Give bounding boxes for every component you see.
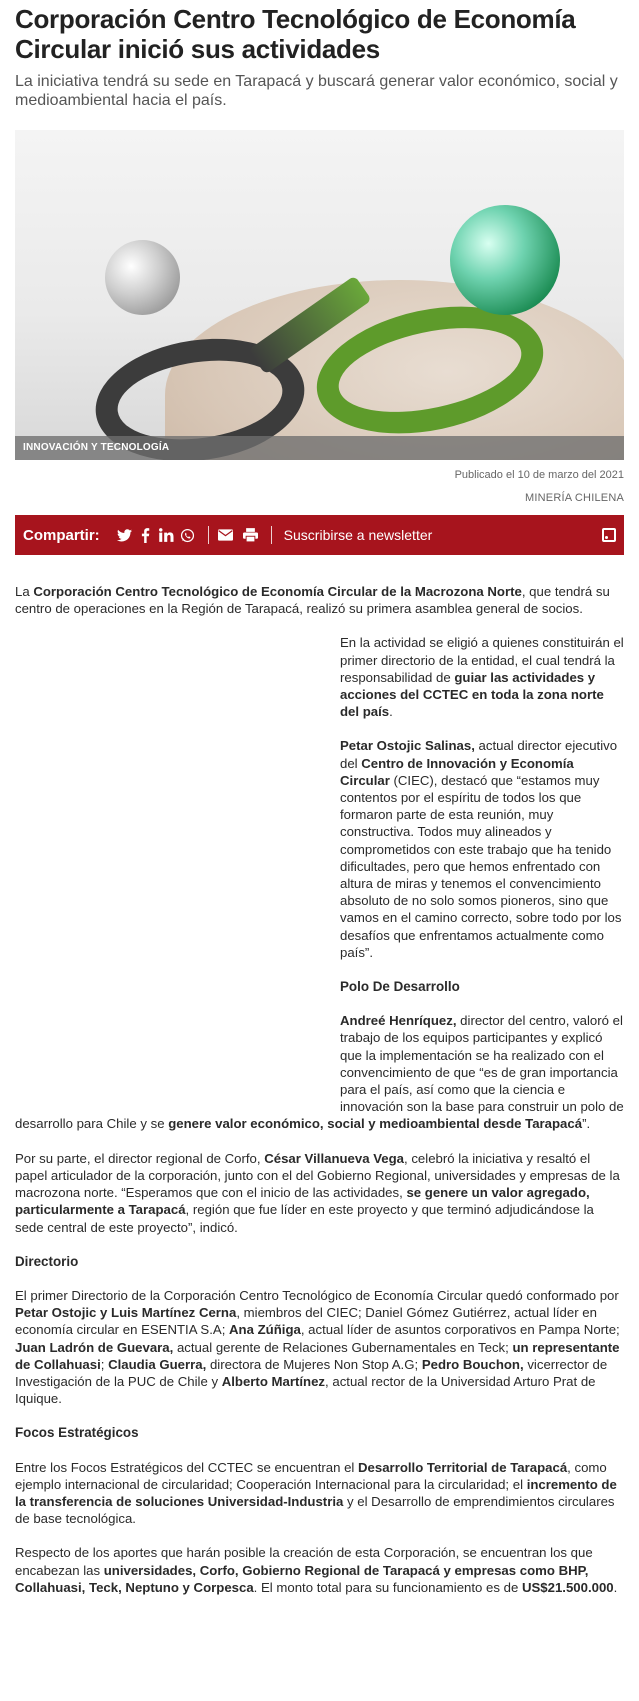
hero-image (15, 130, 624, 460)
divider (208, 526, 209, 544)
paragraph: Respecto de los aportes que harán posible la creación de esta Corporación, se encuentran los que encabezan las universidades, Corfo, Gobierno Regional de Tarapacá y empresas como BHP, Collahuasi, Teck, Neptuno y Corpesca. El monto total para su funcionamiento es de US$21.500.000. (15, 1545, 618, 1595)
share-label: Compartir: (23, 526, 100, 544)
green-globe-icon (450, 205, 560, 315)
source-name[interactable]: MINERÍA CHILENA (525, 492, 624, 504)
whatsapp-icon[interactable] (179, 527, 196, 544)
embedded-media-space (15, 634, 340, 1104)
article-meta (15, 467, 624, 507)
article-title: Corporación Centro Tecnológico de Economía Circular inició sus actividades (15, 4, 576, 64)
share-bar (15, 515, 624, 555)
publish-date: Publicado el 10 de marzo del 2021 (454, 469, 624, 481)
paragraph: Por su parte, el director regional de Corfo, César Villanueva Vega, celebró la iniciativa y resaltó el papel articulador de la corporación, junto con el del Gobierno Regional, universidades y empresas de la macrozona norte. “Esperamos que con el inicio de las actividades, se genere un valor agregado, particularmente a Tarapacá, región que fue líder en este proyecto y que terminó adjudicándose la sede central de este proyecto”, indicó. (15, 1150, 620, 1235)
twitter-icon[interactable] (116, 527, 133, 544)
section-heading: Polo De Desarrollo (340, 979, 460, 995)
paragraph: En la actividad se eligió a quienes constituirán el primer directorio de la entidad, el cual tendrá la responsabilidad de guiar las actividades y acciones del CCTEC en toda la zona norte del país. (340, 635, 624, 720)
linkedin-icon[interactable] (158, 527, 175, 544)
paragraph: Petar Ostojic Salinas, actual director ejecutivo del Centro de Innovación y Economía Circular (CIEC), destacó que “estamos muy contentos por el espíritu de todos los que formaron parte de esta reunión, muy constructiva. Todos muy alineados y comprometidos con este trabajo que ha tenido dificultades, pero que hemos enfrentado con altura de miras y tenemos el convencimiento absoluto de no solo somos pioneros, sino que vamos en el camino correcto, sobre todo por los desafíos que enfrentamos actualmente como país”. (340, 738, 622, 960)
article-body (15, 583, 624, 1596)
article-subtitle: La iniciativa tendrá su sede en Tarapacá y buscará generar valor económico, social y medioambiental hacia el país. (15, 73, 618, 109)
paragraph: Andreé Henríquez, director del centro, valoró el trabajo de los equipos participantes y explicó que la implementación se ha realizado con el convencimiento de que “es de gran importancia para el país, así como que la ciencia e innovación son la base para construir un polo de desarrollo para Chile y se genere valor económico, social y medioambiental desde Tarapacá”. (15, 1013, 624, 1132)
facebook-icon[interactable] (137, 527, 154, 544)
paragraph: El primer Directorio de la Corporación Centro Tecnológico de Economía Circular quedó conformado por Petar Ostojic y Luis Martínez Cerna, miembros del CIEC; Daniel Gómez Gutiérrez, actual líder en economía circular en ESENTIA S.A; Ana Zúñiga, actual líder de asuntos corporativos en Pampa Norte; Juan Ladrón de Guevara, actual gerente de Relaciones Gubernamentales en Teck; un representante de Collahuasi; Claudia Guerra, directora de Mujeres Non Stop A.G; Pedro Bouchon, vicerrector de Investigación de la PUC de Chile y Alberto Martínez, actual rector de la Universidad Arturo Prat de Iquique. (15, 1287, 620, 1407)
image-caption-band (15, 436, 624, 460)
section-heading: Focos Estratégicos (15, 1425, 139, 1441)
print-icon[interactable] (242, 527, 259, 544)
rss-icon[interactable] (602, 528, 616, 542)
newsletter-link[interactable]: Suscribirse a newsletter (283, 527, 433, 543)
image-category-label[interactable]: INNOVACIÓN Y TECNOLOGÍA (23, 442, 170, 453)
section-heading: Directorio (15, 1253, 79, 1269)
paragraph: La Corporación Centro Tecnológico de Economía Circular de la Macrozona Norte, que tendrá su centro de operaciones en la Región de Tarapacá, realizó su primera asamblea general de socios. (15, 584, 610, 617)
gray-globe-icon (105, 240, 180, 315)
email-icon[interactable] (217, 527, 234, 544)
divider (271, 526, 272, 544)
paragraph: Entre los Focos Estratégicos del CCTEC se encuentran el Desarrollo Territorial de Tarapacá, como ejemplo internacional de circularidad; Cooperación Internacional para la circularidad; el incremento de la transferencia de soluciones Universidad-Industria y el Desarrollo de emprendimientos circulares de base tecnológica. (15, 1459, 617, 1527)
